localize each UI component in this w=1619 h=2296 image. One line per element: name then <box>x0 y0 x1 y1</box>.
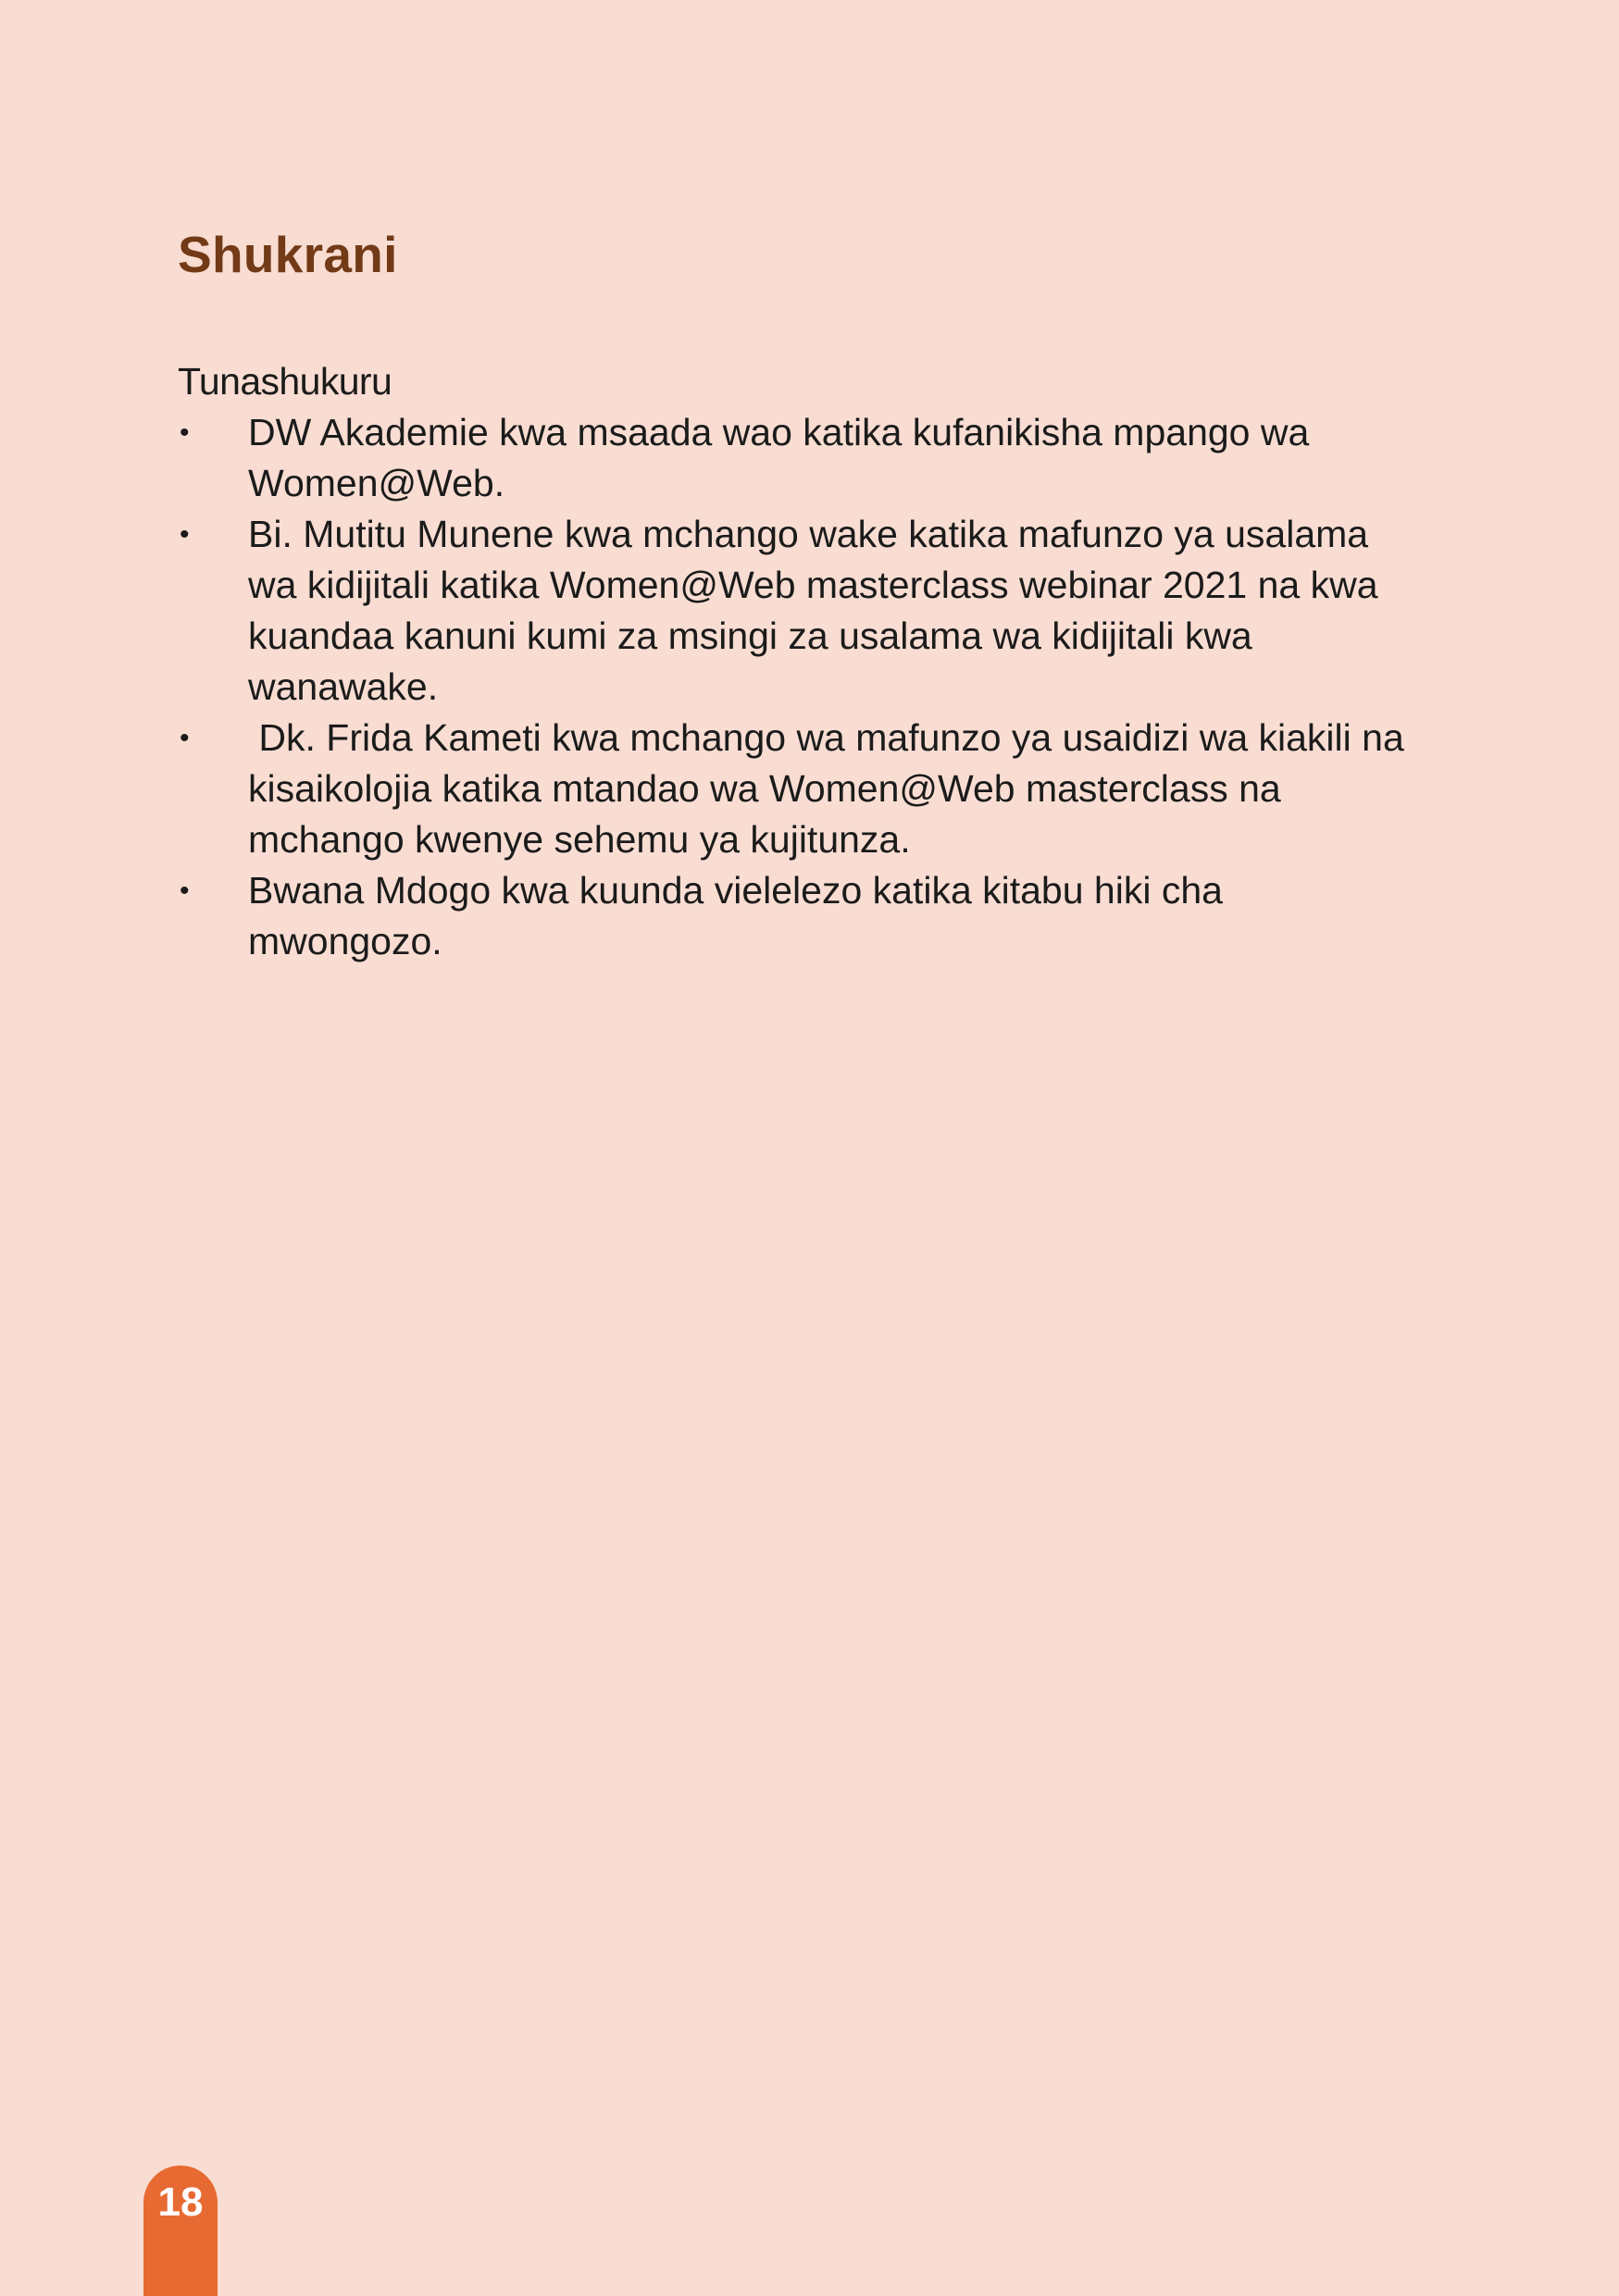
intro-text: Tunashukuru <box>178 360 392 403</box>
list-item <box>178 865 1418 967</box>
list-item-text: Bwana Mdogo kwa kuunda vielelezo katika kitabu hiki cha mwongozo. <box>248 869 1223 962</box>
bullet-icon: • <box>180 417 190 448</box>
list-item-text: Dk. Frida Kameti kwa mchango wa mafunzo ya usaidizi wa kiakili na kisaikolojia katika mtandao wa Women@Web masterclass na mchango kwenye sehemu ya kujitunza. <box>248 716 1415 861</box>
bullet-icon: • <box>180 519 190 550</box>
list-item <box>178 407 1418 509</box>
list-item-text: Bi. Mutitu Munene kwa mchango wake katika mafunzo ya usalama wa kidijitali katika Women@Web masterclass webinar 2021 na kwa kuandaa kanuni kumi za msingi za usalama wa kidijitali kwa wanawake. <box>248 513 1378 708</box>
page-title: Shukrani <box>178 226 398 283</box>
list-item <box>178 713 1418 865</box>
list-item-text: DW Akademie kwa msaada wao katika kufanikisha mpango wa Women@Web. <box>248 411 1310 504</box>
page-number: 18 <box>157 2179 204 2225</box>
list-item <box>178 509 1418 713</box>
bullet-icon: • <box>180 875 190 906</box>
acknowledgement-list <box>178 407 1418 967</box>
bullet-icon: • <box>180 723 190 753</box>
